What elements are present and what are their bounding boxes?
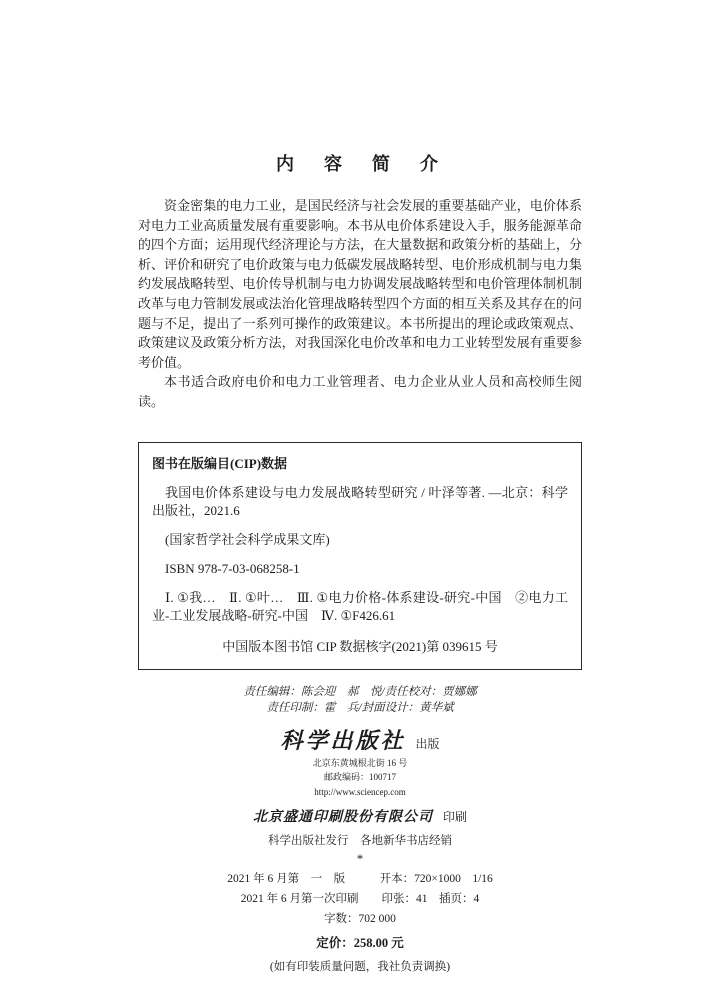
printer-role: 印刷 [442, 810, 467, 825]
printer-name: 北京盛通印刷股份有限公司 [252, 810, 433, 826]
publisher-postcode: 邮政编码：100717 [323, 772, 396, 783]
intro-paragraph-2: 本书适合政府电价和电力工业管理者、电力企业从业人员和高校师生阅读。 [138, 374, 582, 409]
publisher-name: 科学出版社 [280, 727, 406, 753]
cip-title-line: 我国电价体系建设与电力发展战略转型研究 / 叶泽等著. —北京：科学出版社，2021.6 [152, 484, 568, 518]
edition-line-2: 2021 年 6 月第一次印刷 印张：41 插页：4 [240, 893, 480, 906]
content-summary [138, 196, 582, 412]
distribution-line: 科学出版社发行 各地新华书店经销 [268, 835, 452, 848]
publisher-website: http://www.sciencep.com [314, 786, 406, 797]
cip-series-line: (国家哲学社会科学成果文库) [165, 531, 330, 547]
publisher-role: 出版 [415, 736, 440, 751]
quality-note-line: (如有印装质量问题，我社负责调换) [269, 961, 451, 974]
cip-classification-line: Ⅰ. ①我… Ⅱ. ①叶… Ⅲ. ①电力价格-体系建设-研究-中国 ②电力工业-工业发展战略-研究-中国 Ⅳ. ①F426.61 [152, 589, 568, 623]
printer-line [138, 806, 582, 826]
cip-data-box [138, 442, 582, 670]
edition-line-1: 2021 年 6 月第 一 版 开本：720×1000 1/16 [227, 873, 493, 886]
publisher-address: 北京东黄城根北街 16 号 [312, 757, 408, 768]
cip-heading: 图书在版编目(CIP)数据 [152, 455, 288, 471]
publisher-line [138, 724, 582, 755]
page-content [138, 0, 582, 974]
cip-isbn-line: ISBN 978-7-03-068258-1 [165, 560, 300, 576]
colophon [138, 684, 582, 975]
word-count-line: 字数：702 000 [324, 913, 396, 926]
price-line: 定价：258.00 元 [316, 936, 404, 951]
separator-star: * [356, 851, 364, 867]
section-title: 内 容 简 介 [276, 154, 444, 174]
intro-paragraph-1: 资金密集的电力工业，是国民经济与社会发展的重要基础产业，电价体系对电力工业高质量发展有重要影响。本书从电价体系建设入手，服务能源革命的四个方面；运用现代经济理论与方法，在大量数据和政策分析的基础上，分析、评价和研究了电价政策与电力低碳发展战略转型、电价形成机制与电力集约发展战略转型、电价传导机制与电力协调发展战略转型和电价管理体制机制改革与电力管制发展或法治化管理战略转型四个方面的相互关系及其存在的问题与不足，提出了一系列可操作的政策建议。本书所提出的理论或政策观点、政策建议及政策分析方法，对我国深化电价改革和电力工业转型发展有重要参考价值。 [138, 198, 582, 370]
editor-credits-line-2: 责任印制：霍 兵/封面设计：黄华斌 [266, 701, 454, 714]
editor-credits-line-1: 责任编辑：陈会迎 郝 悦/责任校对：贾娜娜 [243, 685, 477, 698]
cip-record-line: 中国版本图书馆 CIP 数据核字(2021)第 039615 号 [222, 638, 498, 654]
